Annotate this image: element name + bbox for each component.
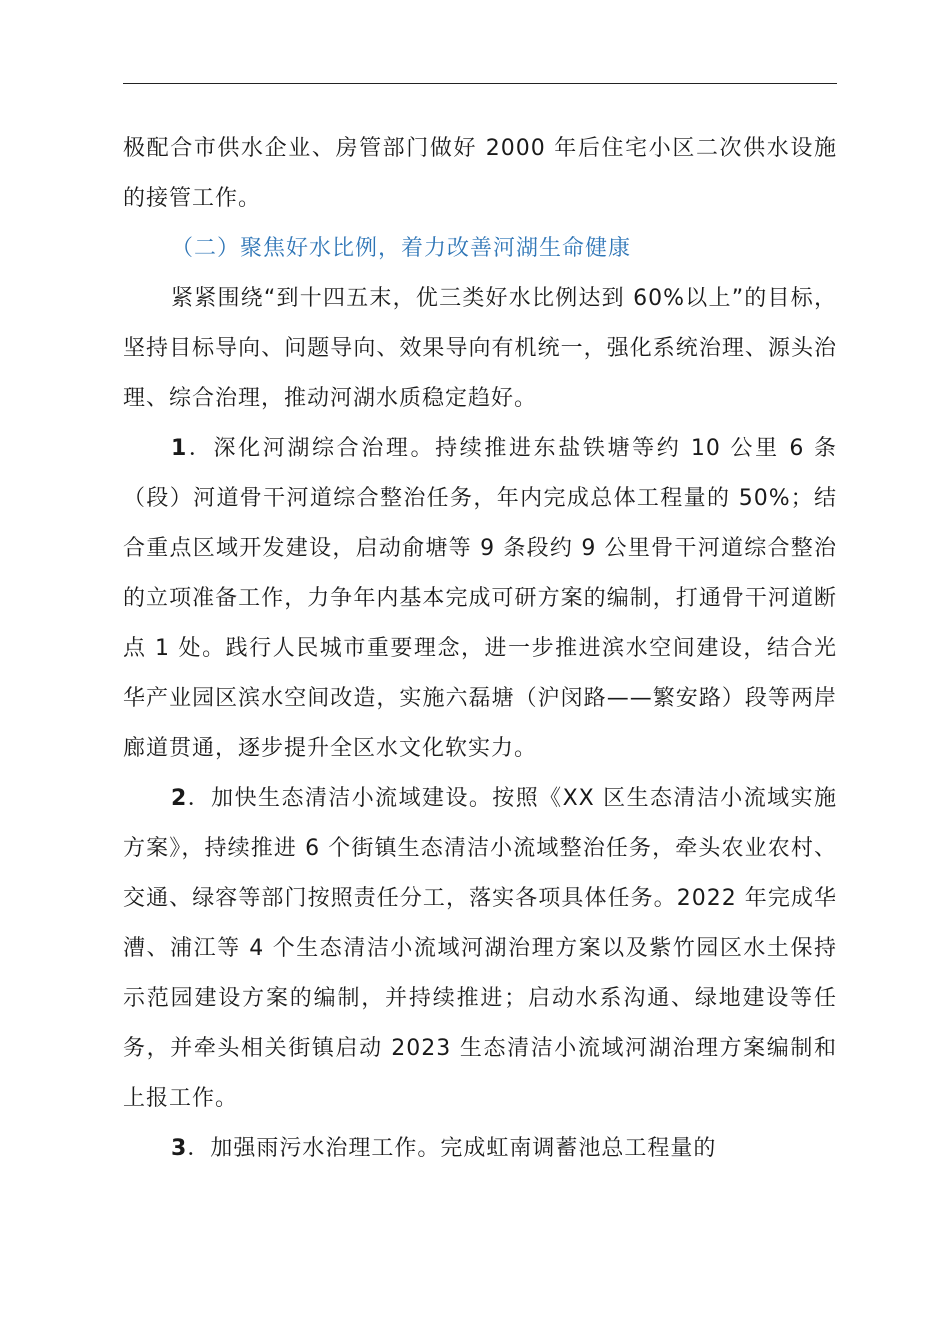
item-number: 2 [171,786,188,811]
item-number: 3 [171,1136,188,1161]
item-text: ．深化河湖综合治理。持续推进东盐铁塘等约 10 公里 6 条（段）河道骨干河道综合整治任务，年内完成总体工程量的 50%；结合重点区域开发建设，启动俞塘等 9 条段约 9 公里骨干河道综合整治的立项准备工作，力争年内基本完成可研方案的编制，打通骨干河道断点 1 处。践行人民城市重要理念，进一步推进滨水空间建设，结合光华产业园区滨水空间改造，实施六磊塘（沪闵路——繁安路）段等两岸廊道贯通，逐步提升全区水文化软实力。 [123,436,837,761]
list-item [123,1124,837,1174]
item-number: 1 [171,436,188,461]
paragraph-continued: 极配合市供水企业、房管部门做好 2000 年后住宅小区二次供水设施的接管工作。 [123,136,837,211]
item-text: ．加强雨污水治理工作。完成虹南调蓄池总工程量的 [187,1136,717,1161]
list-item [123,424,837,774]
section-heading: （二）聚焦好水比例，着力改善河湖生命健康 [171,236,632,261]
intro-paragraph: 紧紧围绕“到十四五末，优三类好水比例达到 60%以上”的目标，坚持目标导向、问题导向、效果导向有机统一，强化系统治理、源头治理、综合治理，推动河湖水质稳定趋好。 [123,286,837,411]
list-item [123,774,837,1124]
header-rule [123,83,837,84]
item-text: ．加快生态清洁小流域建设。按照《XX 区生态清洁小流域实施方案》，持续推进 6 个街镇生态清洁小流域整治任务，牵头农业农村、交通、绿容等部门按照责任分工，落实各项具体任务。2022 年完成华漕、浦江等 4 个生态清洁小流域河湖治理方案以及紫竹园区水土保持示范园建设方案的编制，并持续推进；启动水系沟通、绿地建设等任务，并牵头相关街镇启动 2023 生态清洁小流域河湖治理方案编制和上报工作。 [123,786,837,1111]
document-body [123,124,837,1174]
